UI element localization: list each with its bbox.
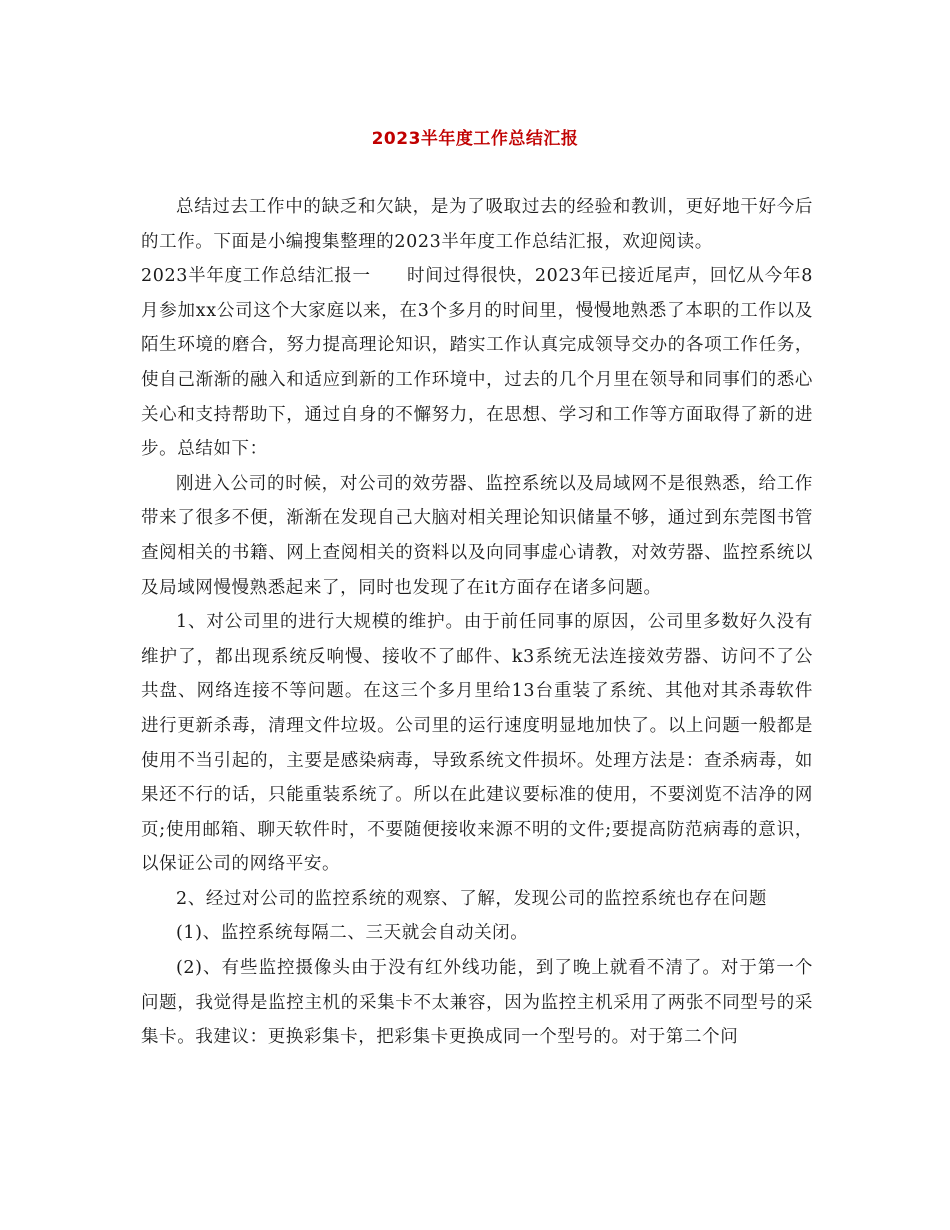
document-body	[141, 190, 813, 1055]
paragraph-monitoring-issue-2: (2)、有些监控摄像头由于没有红外线功能，到了晚上就看不清了。对于第一个问题，我觉得是监控主机的采集卡不太兼容，因为监控主机采用了两张不同型号的采集卡。我建议：更换彩集卡，把彩集卡更换成同一个型号的。对于第二个问	[141, 958, 813, 1048]
paragraph-monitoring-issue-1: (1)、监控系统每隔二、三天就会自动关闭。	[176, 923, 529, 944]
section-first-text: 时间过得很快，2023年已接近尾声，回忆从今年8月参加xx公司这个大家庭以来，在3个多月的时间里，慢慢地熟悉了本职的工作以及陌生环境的磨合，努力提高理论知识，踏实工作认真完成领导交办的各项工作任务，使自己渐渐的融入和适应到新的工作环境中，过去的几个月里在领导和同事们的悉心关心和支持帮助下，通过自身的不懈努力，在思想、学习和工作等方面取得了新的进步。总结如下：	[141, 266, 813, 460]
paragraph-familiarization: 刚进入公司的时候，对公司的效劳器、监控系统以及局域网不是很熟悉，给工作带来了很多不便，渐渐在发现自己大脑对相关理论知识储量不够，通过到东莞图书管查阅相关的书籍、网上查阅相关的资料以及向同事虚心请教，对效劳器、监控系统以及局域网慢慢熟悉起来了，同时也发现了在it方面存在诸多问题。	[141, 473, 813, 598]
section-one-paragraph	[141, 259, 813, 467]
paragraph-monitoring: 2、经过对公司的监控系统的观察、了解，发现公司的监控系统也存在问题	[176, 888, 767, 909]
section-heading: 2023半年度工作总结汇报一	[141, 266, 371, 287]
paragraph-maintenance: 1、对公司里的进行大规模的维护。由于前任同事的原因，公司里多数好久没有维护了，都出现系统反响慢、接收不了邮件、k3系统无法连接效劳器、访问不了公共盘、网络连接不等问题。在这三个多月里给13台重装了系统、其他对其杀毒软件进行更新杀毒，清理文件垃圾。公司里的运行速度明显地加快了。以上问题一般都是使用不当引起的，主要是感染病毒，导致系统文件损坏。处理方法是：查杀病毒，如果还不行的话，只能重装系统了。所以在此建议要标准的使用，不要浏览不洁净的网页;使用邮箱、聊天软件时，不要随便接收来源不明的文件;要提高防范病毒的意识，以保证公司的网络平安。	[141, 612, 813, 875]
document-title: 2023半年度工作总结汇报	[371, 129, 579, 149]
intro-paragraph: 总结过去工作中的缺乏和欠缺，是为了吸取过去的经验和教训，更好地干好今后的工作。下面是小编搜集整理的2023半年度工作总结汇报，欢迎阅读。	[141, 197, 813, 252]
